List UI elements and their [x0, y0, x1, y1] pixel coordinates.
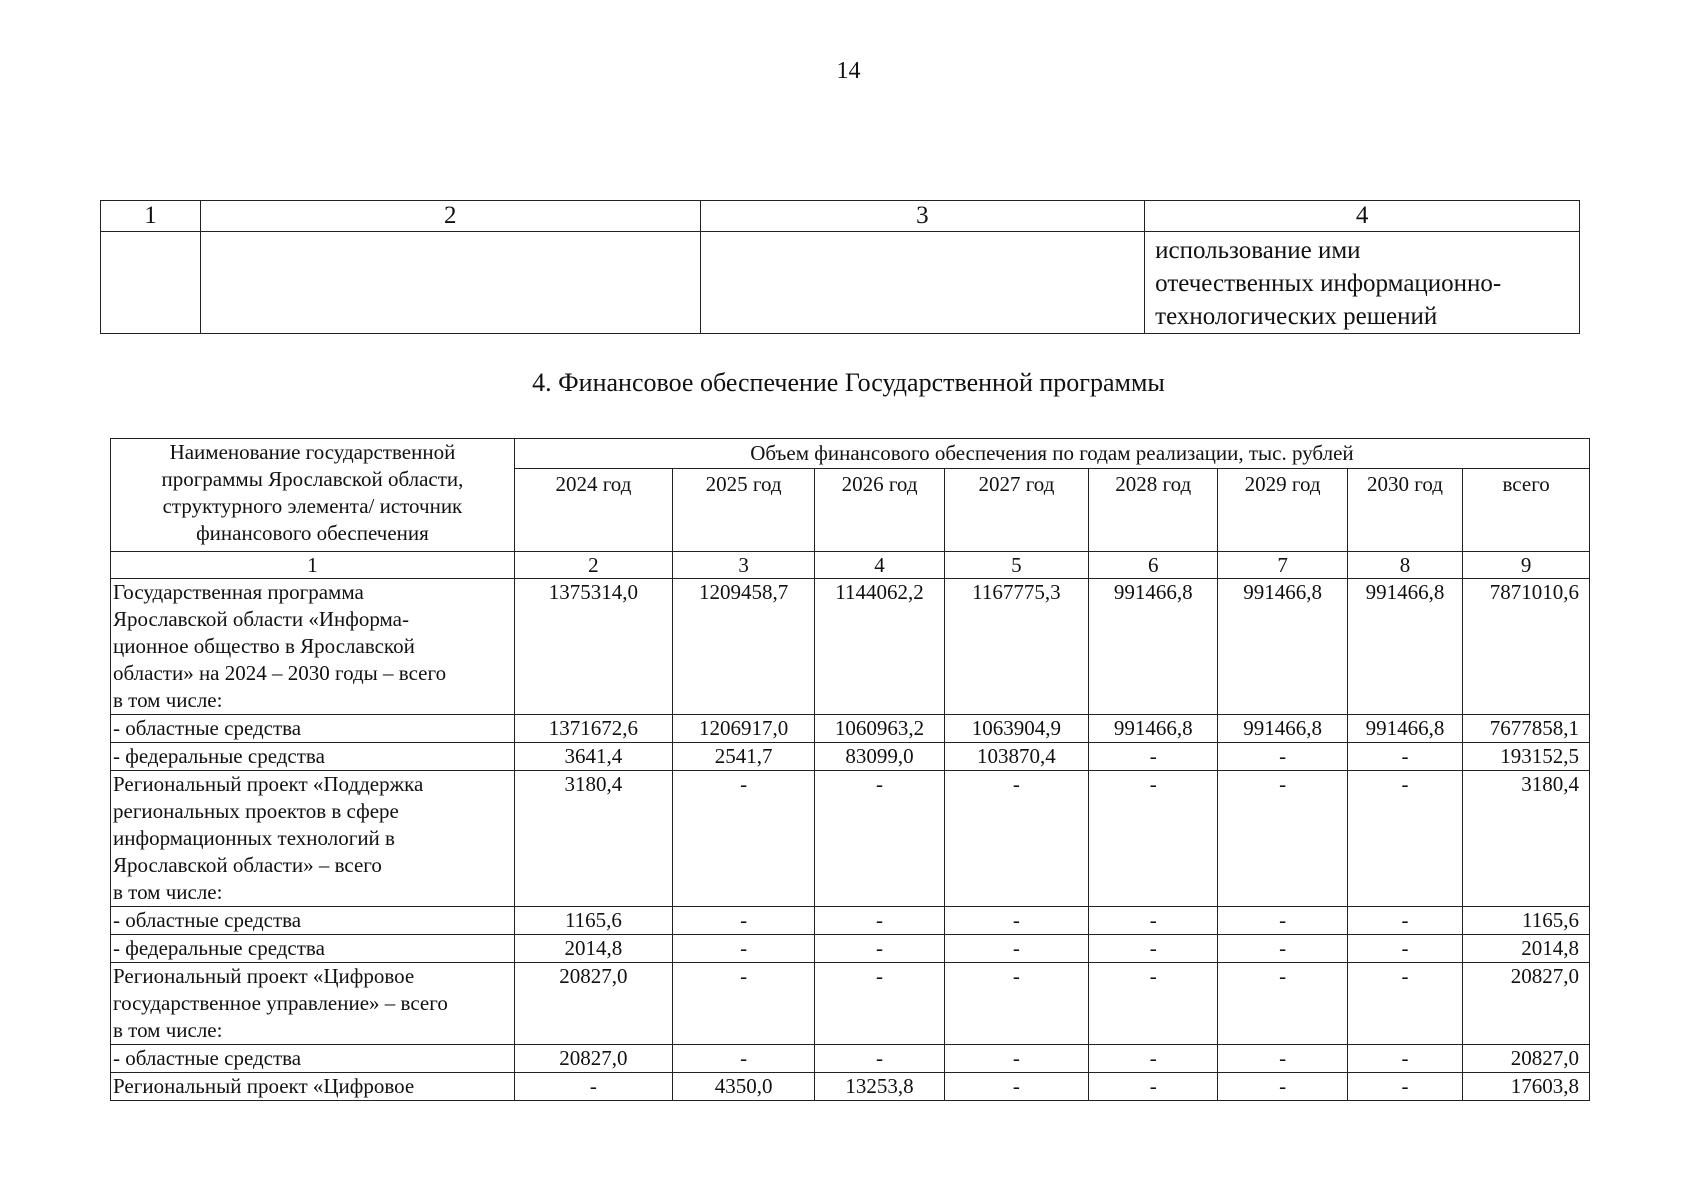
total-cell: 1165,6: [1463, 907, 1590, 935]
total-cell: 3180,4: [1463, 771, 1590, 907]
row-label: [111, 907, 515, 935]
year-header: 2030 год: [1347, 469, 1463, 552]
value-cell: -: [1089, 771, 1218, 907]
cont-cell-3: [700, 232, 1145, 334]
value-cell: -: [944, 963, 1088, 1045]
row-label: [111, 1073, 515, 1101]
value-cell: -: [514, 1073, 672, 1101]
row-label-line: - областные средства: [113, 1046, 302, 1070]
cont-cell-4-line: технологических решений: [1155, 303, 1438, 330]
value-cell: -: [1089, 935, 1218, 963]
row-label-line: - федеральные средства: [113, 936, 325, 960]
row-label: [111, 935, 515, 963]
column-number: 8: [1347, 552, 1463, 579]
row-label-line: - федеральные средства: [113, 744, 325, 768]
value-cell: -: [672, 907, 814, 935]
row-label-line: - областные средства: [113, 908, 302, 932]
value-cell: -: [1347, 743, 1463, 771]
value-cell: -: [1347, 1073, 1463, 1101]
value-cell: -: [672, 771, 814, 907]
year-header: 2029 год: [1218, 469, 1347, 552]
value-cell: 1371672,6: [514, 715, 672, 743]
value-cell: 991466,8: [1347, 579, 1463, 715]
value-cell: -: [1218, 1045, 1347, 1073]
row-label-line: государственное управление» – всего: [113, 991, 448, 1015]
value-cell: 83099,0: [815, 743, 944, 771]
name-header-line: структурного элемента/ источник: [162, 494, 463, 518]
value-cell: -: [1347, 935, 1463, 963]
table-row: [111, 935, 1590, 963]
row-label-line: области» на 2024 – 2030 годы – всего: [113, 661, 447, 685]
value-cell: 2541,7: [672, 743, 814, 771]
value-cell: 4350,0: [672, 1073, 814, 1101]
finance-table: [110, 438, 1590, 1101]
value-cell: 1063904,9: [944, 715, 1088, 743]
row-label-line: региональных проектов в сфере: [113, 799, 399, 823]
value-cell: 991466,8: [1347, 715, 1463, 743]
value-cell: 1165,6: [514, 907, 672, 935]
table-row: [111, 963, 1590, 1045]
cont-cell-4-line: использование ими: [1155, 237, 1361, 264]
value-cell: -: [672, 935, 814, 963]
row-label-line: Региональный проект «Цифровое: [113, 1074, 415, 1098]
cont-cell-4: [1145, 232, 1580, 334]
value-cell: 1209458,7: [672, 579, 814, 715]
column-number: 3: [672, 552, 814, 579]
column-number: 1: [111, 552, 515, 579]
row-label-line: в том числе:: [113, 880, 223, 904]
row-label-line: Региональный проект «Цифровое: [113, 964, 415, 988]
row-label-line: информационных технологий в: [113, 826, 395, 850]
column-number: 5: [944, 552, 1088, 579]
cont-header-2: 2: [200, 201, 700, 232]
row-label: [111, 579, 515, 715]
value-cell: -: [1089, 1045, 1218, 1073]
continuation-table: [100, 200, 1580, 334]
value-cell: -: [944, 907, 1088, 935]
total-cell: 20827,0: [1463, 1045, 1590, 1073]
total-cell: 193152,5: [1463, 743, 1590, 771]
column-number: 2: [514, 552, 672, 579]
cont-header-3: 3: [700, 201, 1145, 232]
value-cell: 2014,8: [514, 935, 672, 963]
value-cell: -: [1218, 907, 1347, 935]
table-row: [111, 579, 1590, 715]
table-row: [111, 771, 1590, 907]
cont-header-1: 1: [101, 201, 201, 232]
value-cell: 991466,8: [1218, 715, 1347, 743]
row-label-line: ционное общество в Ярославской: [113, 634, 415, 658]
row-label: [111, 963, 515, 1045]
value-cell: -: [1347, 1045, 1463, 1073]
value-cell: -: [1089, 743, 1218, 771]
value-cell: -: [944, 771, 1088, 907]
year-header: 2026 год: [815, 469, 944, 552]
row-label-line: Региональный проект «Поддержка: [113, 772, 424, 796]
page-number: 14: [836, 58, 861, 84]
volume-header: Объем финансового обеспечения по годам реализации, тыс. рублей: [514, 439, 1589, 469]
value-cell: 1060963,2: [815, 715, 944, 743]
total-cell: 2014,8: [1463, 935, 1590, 963]
cont-cell-2: [200, 232, 700, 334]
column-number: 4: [815, 552, 944, 579]
total-cell: 7677858,1: [1463, 715, 1590, 743]
table-row: [111, 743, 1590, 771]
value-cell: -: [1218, 963, 1347, 1045]
value-cell: -: [815, 1045, 944, 1073]
value-cell: 991466,8: [1218, 579, 1347, 715]
table-row: [111, 1073, 1590, 1101]
row-label: [111, 715, 515, 743]
value-cell: -: [815, 963, 944, 1045]
cont-cell-4-line: отечественных информационно-: [1155, 270, 1502, 297]
value-cell: 3641,4: [514, 743, 672, 771]
value-cell: -: [1089, 907, 1218, 935]
name-column-header: [111, 439, 515, 552]
column-number: 6: [1089, 552, 1218, 579]
column-number: 7: [1218, 552, 1347, 579]
value-cell: -: [944, 1045, 1088, 1073]
value-cell: -: [815, 935, 944, 963]
value-cell: -: [1089, 963, 1218, 1045]
cont-header-4: 4: [1145, 201, 1580, 232]
row-label-line: в том числе:: [113, 688, 223, 712]
section-title: 4. Финансовое обеспечение Государственной программы: [532, 368, 1165, 397]
table-row: [111, 907, 1590, 935]
value-cell: -: [1347, 907, 1463, 935]
year-header: всего: [1463, 469, 1590, 552]
value-cell: -: [1347, 771, 1463, 907]
name-header-line: Наименование государственной: [169, 440, 456, 464]
value-cell: -: [1089, 1073, 1218, 1101]
year-header: 2025 год: [672, 469, 814, 552]
value-cell: 991466,8: [1089, 579, 1218, 715]
row-label: [111, 743, 515, 771]
value-cell: 1206917,0: [672, 715, 814, 743]
row-label: [111, 771, 515, 907]
year-header: 2024 год: [514, 469, 672, 552]
year-header: 2027 год: [944, 469, 1088, 552]
value-cell: 1144062,2: [815, 579, 944, 715]
value-cell: -: [944, 935, 1088, 963]
value-cell: -: [815, 771, 944, 907]
year-header: 2028 год: [1089, 469, 1218, 552]
row-label-line: Ярославской области» – всего: [113, 853, 382, 877]
table-row: [111, 1045, 1590, 1073]
row-label-line: Ярославской области «Информа-: [113, 607, 409, 631]
value-cell: 1375314,0: [514, 579, 672, 715]
total-cell: 20827,0: [1463, 963, 1590, 1045]
value-cell: -: [1218, 743, 1347, 771]
column-number: 9: [1463, 552, 1590, 579]
value-cell: 103870,4: [944, 743, 1088, 771]
row-label-line: в том числе:: [113, 1018, 223, 1042]
value-cell: 20827,0: [514, 963, 672, 1045]
value-cell: -: [1218, 935, 1347, 963]
name-header-line: программы Ярославской области,: [161, 467, 464, 491]
value-cell: 991466,8: [1089, 715, 1218, 743]
value-cell: 3180,4: [514, 771, 672, 907]
row-label-line: - областные средства: [113, 716, 302, 740]
value-cell: -: [815, 907, 944, 935]
total-cell: 7871010,6: [1463, 579, 1590, 715]
value-cell: -: [1347, 963, 1463, 1045]
value-cell: 1167775,3: [944, 579, 1088, 715]
total-cell: 17603,8: [1463, 1073, 1590, 1101]
value-cell: -: [672, 1045, 814, 1073]
row-label-line: Государственная программа: [113, 580, 364, 604]
value-cell: 20827,0: [514, 1045, 672, 1073]
value-cell: -: [1218, 771, 1347, 907]
value-cell: -: [1218, 1073, 1347, 1101]
value-cell: 13253,8: [815, 1073, 944, 1101]
name-header-line: финансового обеспечения: [196, 521, 429, 545]
cont-cell-1: [101, 232, 201, 334]
row-label: [111, 1045, 515, 1073]
value-cell: -: [944, 1073, 1088, 1101]
table-row: [111, 715, 1590, 743]
value-cell: -: [672, 963, 814, 1045]
